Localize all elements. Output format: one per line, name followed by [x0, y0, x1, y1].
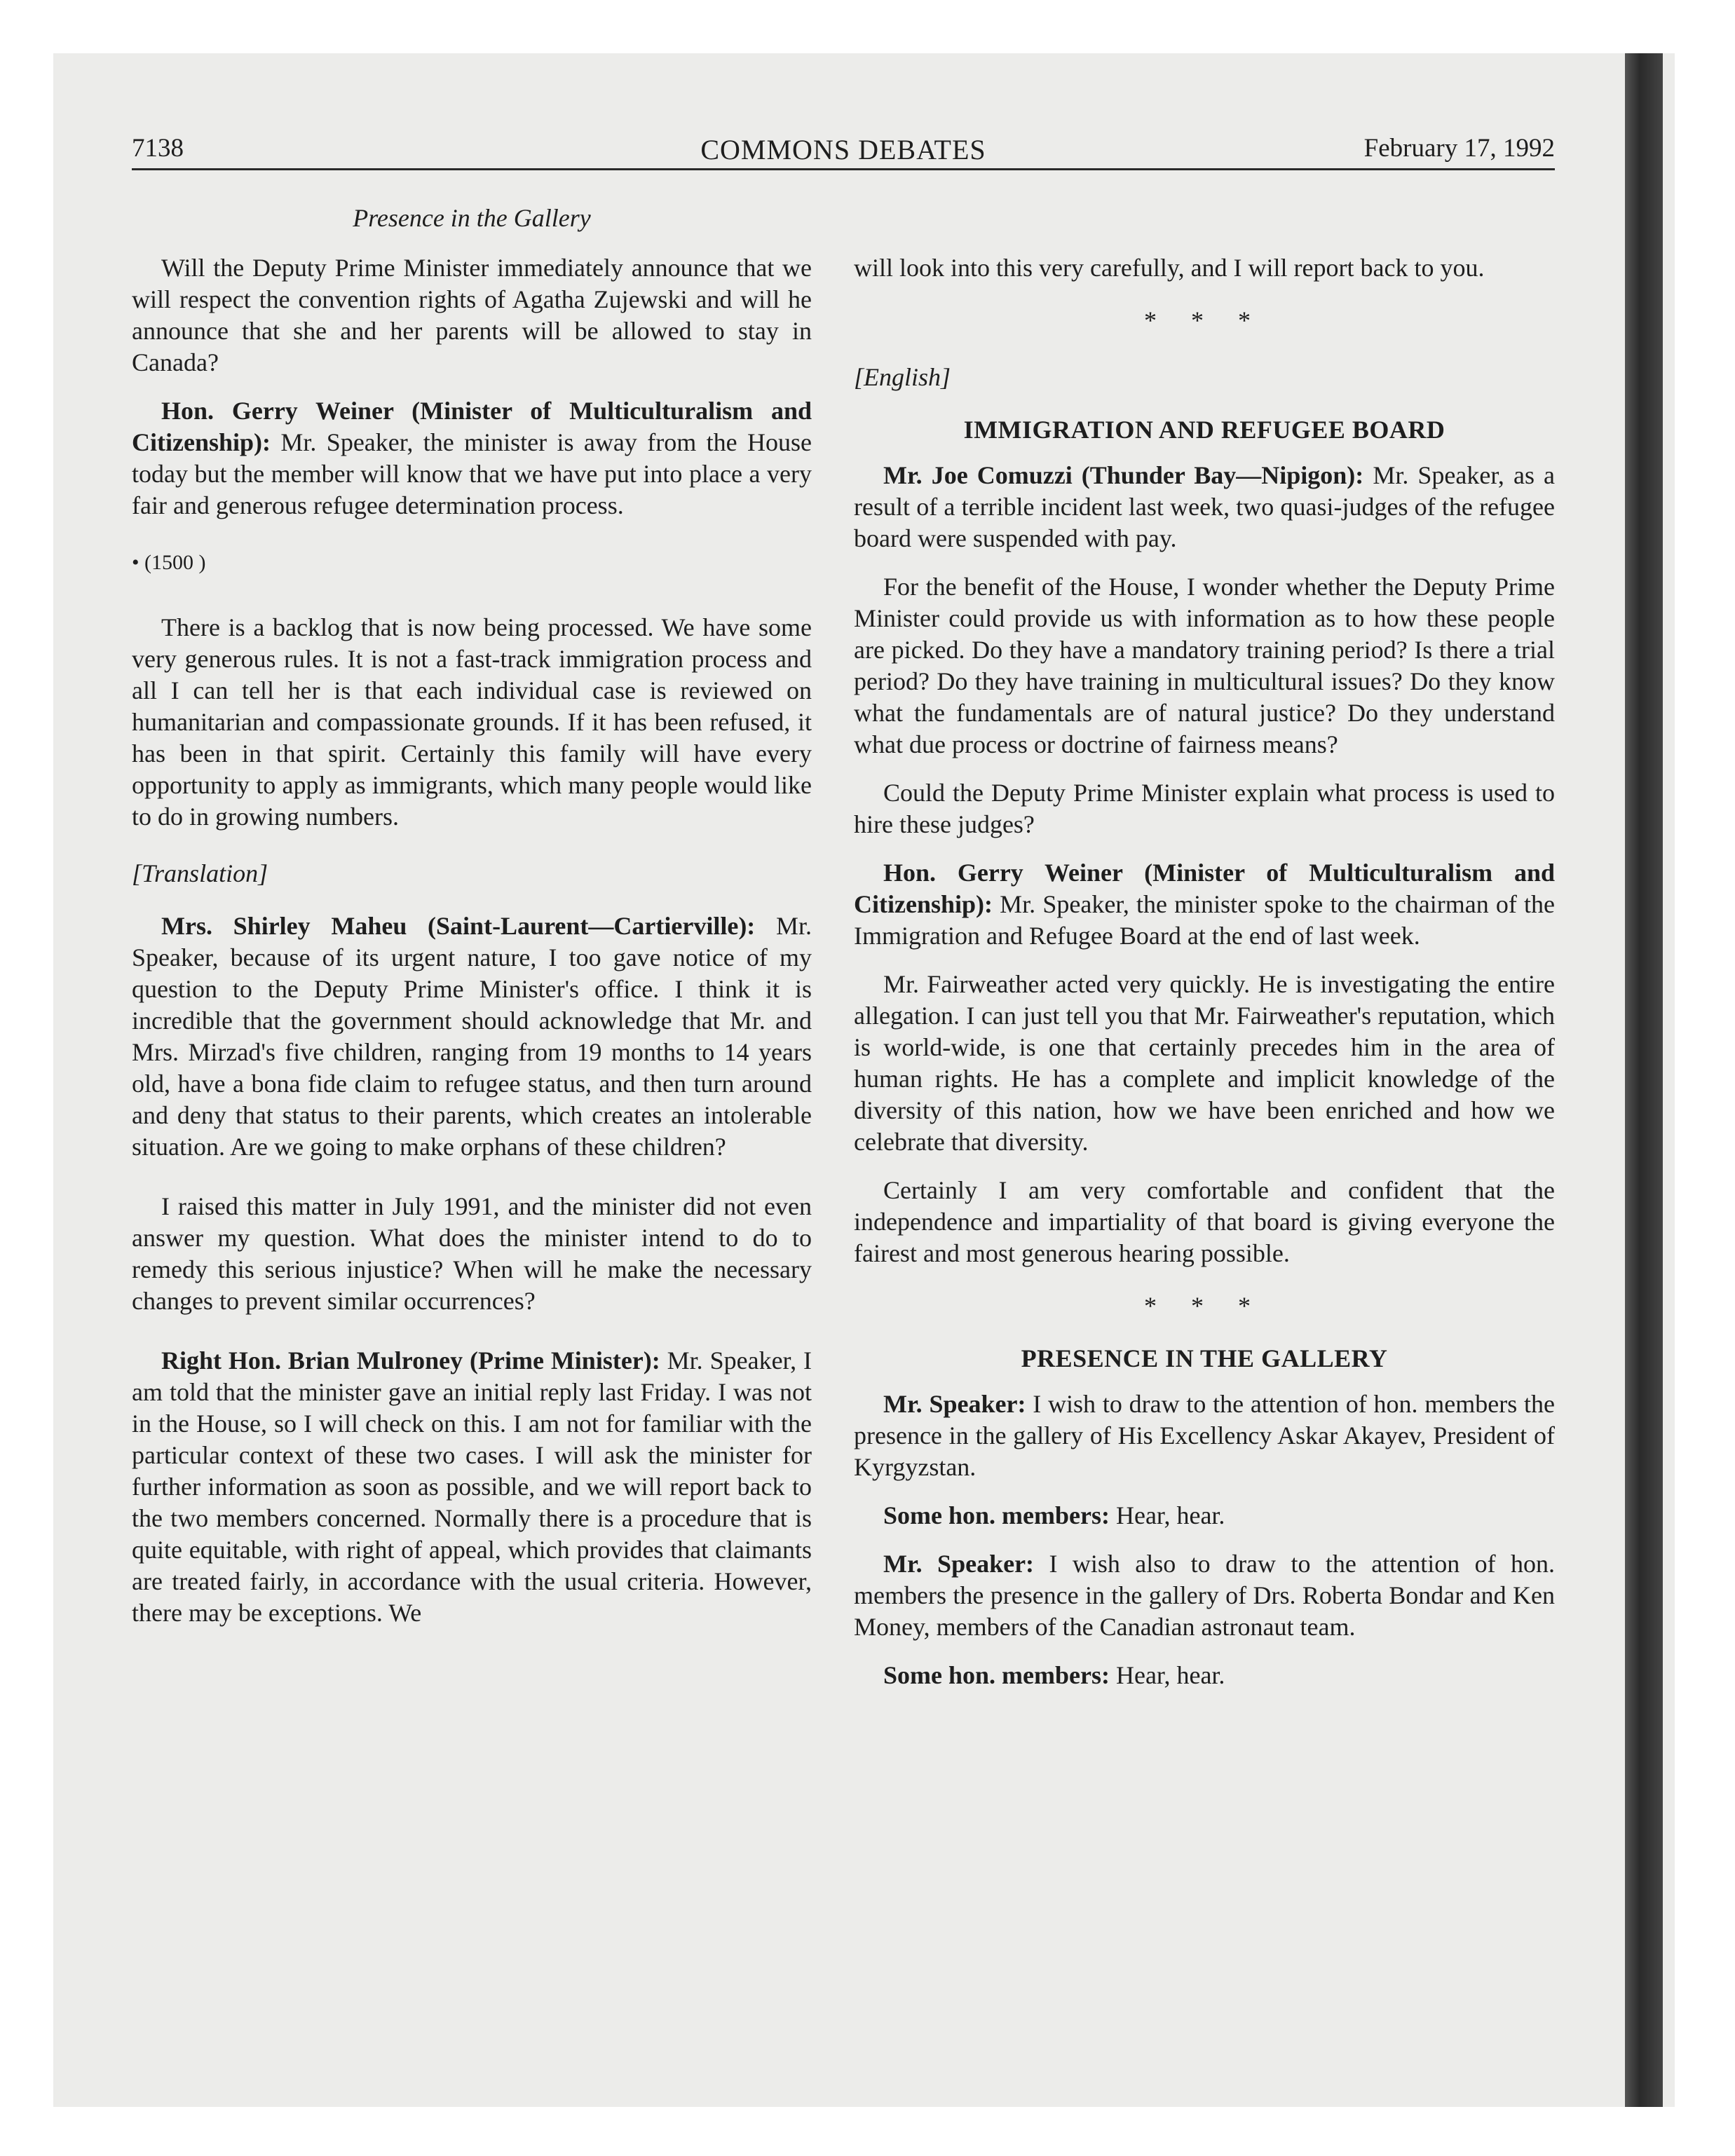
paragraph: Certainly I am very comfortable and confident that the independence and impartiality of that board is giving everyone the fairest and most generous hearing possible.	[854, 1176, 1555, 1267]
speech-text: Mr. Speaker, as a result of a terrible incident last week, two quasi-judges of the refugee board were suspended with pay.	[854, 461, 1555, 552]
speech-paragraph	[854, 1660, 1555, 1691]
speech-paragraph	[854, 1389, 1555, 1483]
paragraph: There is a backlog that is now being processed. We have some very generous rules. It is not a fast-track immigration process and all I can tell her is that each individual case is reviewed on humanitarian and compassionate grounds. If it has been refused, it has been in that spirit. Certainly this family will have every opportunity to apply as immigrants, which many people would like to do in growing numbers.	[132, 613, 812, 831]
speech-paragraph	[132, 395, 812, 521]
left-column	[132, 252, 812, 1646]
speaker-name: Right Hon. Brian Mulroney (Prime Minister):	[161, 1346, 660, 1374]
paragraph: I raised this matter in July 1991, and the minister did not even answer my question. What does the minister intend to do to remedy this serious injustice? When will he make the necessary changes to prevent similar occurrences?	[132, 1192, 812, 1315]
speech-text: Hear, hear.	[1109, 1501, 1225, 1529]
speech-paragraph	[854, 1548, 1555, 1643]
speaker-name: Some hon. members:	[883, 1661, 1110, 1689]
speaker-name: Mrs. Shirley Maheu (Saint-Laurent—Cartierville):	[161, 912, 756, 940]
page-number: 7138	[132, 134, 184, 163]
section-separator: * * *	[1144, 1292, 1265, 1320]
paragraph: Mr. Fairweather acted very quickly. He is investigating the entire allegation. I can just tell you that Mr. Fairweather's reputation, which is world-wide, is one that certainly precedes him in the area of human rights. He has a complete and implicit knowledge of the diversity of this nation, how we have been enriched and how we celebrate that diversity.	[854, 970, 1555, 1156]
header-rule	[132, 168, 1555, 170]
language-marker: [English]	[854, 363, 951, 391]
paragraph: Could the Deputy Prime Minister explain what process is used to hire these judges?	[854, 779, 1555, 838]
publication-title: COMMONS DEBATES	[700, 134, 986, 165]
speech-text: I wish also to draw to the attention of hon. members the presence in the gallery of Drs. Roberta Bondar and Ken Money, members of the Canadian astronaut team.	[854, 1550, 1555, 1641]
running-head: Presence in the Gallery	[353, 204, 591, 232]
speaker-name: Hon. Gerry Weiner (Minister of Multiculturalism and Citizenship):	[854, 859, 1555, 918]
section-separator: * * *	[1144, 306, 1265, 334]
time-stamp: • (1500 )	[132, 551, 206, 574]
speech-text: I wish to draw to the attention of hon. members the presence in the gallery of His Excellency Askar Akayev, President of Kyrgyzstan.	[854, 1390, 1555, 1481]
language-marker: [Translation]	[132, 859, 268, 887]
right-column	[854, 252, 1555, 1708]
speech-text: Mr. Speaker, the minister spoke to the chairman of the Immigration and Refugee Board at the end of last week.	[854, 890, 1555, 950]
speech-paragraph	[854, 1500, 1555, 1531]
speech-paragraph	[854, 857, 1555, 952]
speech-text: Hear, hear.	[1109, 1661, 1225, 1689]
speech-paragraph	[132, 910, 812, 1163]
page-header	[132, 126, 1555, 168]
section-heading: PRESENCE IN THE GALLERY	[1021, 1344, 1388, 1372]
speech-text: Mr. Speaker, I am told that the minister gave an initial reply last Friday. I was not in the House, so I will check on this. I am not for familiar with the particular context of these two cases. I will ask the minister for further information as soon as possible, and we will report back to the two members concerned. Normally there is a procedure that is quite equitable, with right of appeal, which provides that claimants are treated fairly, in accordance with the usual criteria. However, there may be exceptions. We	[132, 1346, 812, 1627]
speech-paragraph	[854, 460, 1555, 554]
section-heading: IMMIGRATION AND REFUGEE BOARD	[963, 416, 1445, 444]
paragraph: For the benefit of the House, I wonder whether the Deputy Prime Minister could provide us with information as to how these people are picked. Do they have a mandatory training period? Is there a trial period? Do they have training in multicultural issues? Do they know what the fundamentals are of natural justice? Do they understand what due process or doctrine of fairness means?	[854, 573, 1555, 758]
speaker-name: Mr. Speaker:	[883, 1390, 1026, 1418]
speech-paragraph	[132, 1345, 812, 1629]
speaker-name: Mr. Speaker:	[883, 1550, 1035, 1578]
speaker-name: Some hon. members:	[883, 1501, 1110, 1529]
speaker-name: Mr. Joe Comuzzi (Thunder Bay—Nipigon):	[883, 461, 1364, 489]
paragraph: will look into this very carefully, and I will report back to you.	[854, 254, 1485, 282]
speaker-name: Hon. Gerry Weiner (Minister of Multiculturalism and Citizenship):	[132, 397, 812, 456]
speech-text: Mr. Speaker, the minister is away from the House today but the member will know that we have put into place a very fair and generous refugee determination process.	[132, 428, 812, 519]
paragraph: Will the Deputy Prime Minister immediately announce that we will respect the convention rights of Agatha Zujewski and will he announce that she and her parents will be allowed to stay in Canada?	[132, 254, 812, 376]
speech-text: Mr. Speaker, because of its urgent nature, I too gave notice of my question to the Deputy Prime Minister's office. I think it is incredible that the government should acknowledge that Mr. and Mrs. Mirzad's five children, ranging from 19 months to 14 years old, have a bona fide claim to refugee status, and then turn around and deny that status to their parents, which creates an intolerable situation. Are we going to make orphans of these children?	[132, 912, 812, 1161]
publication-date: February 17, 1992	[1363, 134, 1555, 163]
